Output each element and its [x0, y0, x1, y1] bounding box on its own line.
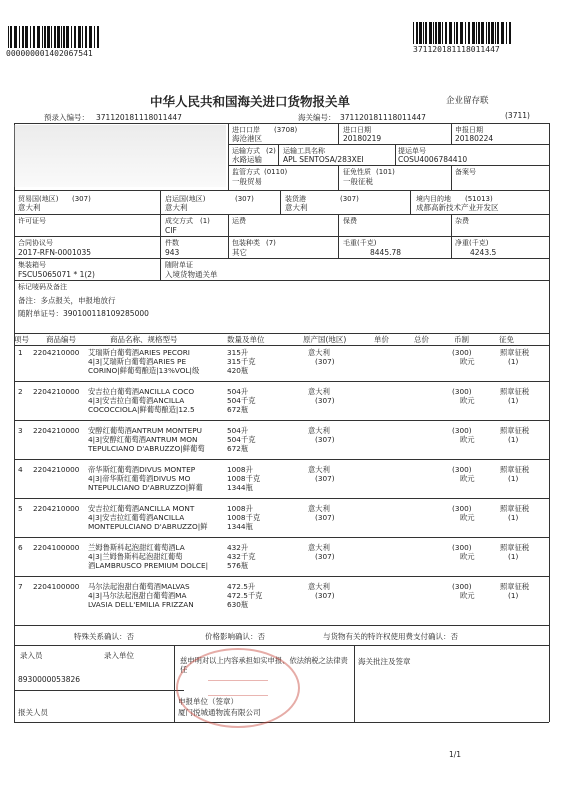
- customs-label: 海关编号：: [298, 113, 336, 122]
- items-col-no: 项号: [14, 335, 29, 344]
- item-name-line: 4|3|艾瑞斯白葡萄酒ARIES PE: [88, 357, 187, 366]
- barcode-bar: [495, 22, 496, 44]
- barcode-bar: [509, 22, 511, 44]
- package-label: 包装种类: [232, 239, 260, 247]
- barcode-bar: [94, 26, 95, 48]
- freight-label: 运费: [232, 217, 246, 225]
- barcode-bar: [442, 22, 443, 44]
- supervision: 一般贸易: [232, 177, 262, 186]
- grid-line: [14, 381, 549, 382]
- declare-unit: 厦门悦城通物流有限公司: [178, 708, 261, 717]
- insurance-label: 保费: [343, 217, 357, 225]
- grid-line: [451, 214, 452, 258]
- barcode-bar: [468, 22, 470, 44]
- items-col-price: 单价: [374, 335, 389, 344]
- declare-date-label: 申报日期: [455, 126, 483, 134]
- grid-line: [549, 123, 550, 722]
- item-qty-line: 1008千克: [227, 513, 261, 522]
- barcode-bar: [445, 22, 447, 44]
- net: 4243.5: [470, 248, 497, 257]
- item-currency: 欧元: [460, 552, 475, 561]
- grid-line: [14, 625, 549, 626]
- item-name-line: 4|3|兰姆鲁斯科起泡甜红葡萄: [88, 552, 183, 561]
- item-qty-line: 1008升: [227, 465, 253, 474]
- package-code: (7): [266, 239, 276, 247]
- barcode-bar: [481, 22, 484, 44]
- item-country: 意大利: [308, 465, 330, 474]
- item-code: 2204210000: [33, 504, 80, 513]
- barcode-bar: [438, 22, 441, 44]
- item-currency: 欧元: [460, 396, 475, 405]
- grid-line: [14, 280, 549, 281]
- docs-label: 随附单证: [165, 261, 193, 269]
- item-code: 2204210000: [33, 465, 80, 474]
- item-code: 2204210000: [33, 348, 80, 357]
- item-qty-line: 1008千克: [227, 474, 261, 483]
- dest-label: 境内目的地: [416, 195, 451, 203]
- barcode-bar: [74, 26, 76, 48]
- item-qty-line: 420瓶: [227, 366, 249, 375]
- item-qty-line: 1008升: [227, 504, 253, 513]
- item-country-code: (307): [315, 591, 335, 600]
- royalty: 与货物有关的特许权使用费支付确认：否: [323, 632, 458, 641]
- item-code: 2204100000: [33, 582, 80, 591]
- barcode-bar: [478, 22, 480, 44]
- item-name-line: 4|3|安吉拉红葡萄酒ANCILLA: [88, 513, 185, 522]
- grid-line: [14, 498, 549, 499]
- origin-country: 意大利: [165, 203, 188, 212]
- item-code: 2204210000: [33, 426, 80, 435]
- item-country-code: (307): [315, 357, 335, 366]
- page-number: 1/1: [449, 750, 462, 759]
- grid-line: [14, 722, 549, 723]
- barcode-bar: [460, 22, 463, 44]
- declaration-text: 兹申明对以上内容承担如实申报、依法纳税之法律责任: [180, 656, 348, 674]
- item-country: 意大利: [308, 387, 330, 396]
- item-name-line: 4|3|帝华斯红葡萄酒DIVUS MO: [88, 474, 191, 483]
- deal-mode: CIF: [165, 226, 177, 235]
- item-name-line: 兰姆鲁斯科起泡甜红葡萄酒LA: [88, 543, 185, 552]
- contract: 2017-RFN-0001035: [18, 248, 92, 257]
- item-code: 2204100000: [33, 543, 80, 552]
- item-no: 3: [18, 426, 23, 435]
- items-col-name: 商品名称、规格型号: [110, 335, 178, 344]
- entry-code: 8930000053826: [18, 675, 81, 684]
- special-relation: 特殊关系确认：否: [74, 632, 134, 641]
- item-name-line: 4|3|安醇红葡萄酒ANTRUM MON: [88, 435, 198, 444]
- item-name-line: MONTEPULCIANO D'ABRUZZO|鲜: [88, 522, 208, 531]
- entry-person-label: 录入员: [20, 651, 43, 660]
- item-currency-code: (300): [452, 426, 472, 435]
- item-code: 2204210000: [33, 387, 80, 396]
- barcode-bar: [488, 22, 490, 44]
- grid-line: [410, 190, 411, 214]
- supervision-label: 监管方式: [232, 168, 260, 176]
- copy-type: 企业留存联: [446, 96, 489, 106]
- item-name-line: LVASIA DELL'EMILIA FRIZZAN: [88, 600, 194, 609]
- declare-date: 20180224: [455, 134, 494, 143]
- barcode-bar: [413, 22, 414, 44]
- gross: 8445.78: [370, 248, 402, 257]
- item-qty-line: 504升: [227, 387, 249, 396]
- dest-code: (51013): [465, 195, 493, 203]
- grid-line: [14, 236, 549, 237]
- grid-line: [14, 258, 549, 259]
- barcode-bar: [33, 26, 35, 48]
- items-col-country: 原产国(地区): [303, 335, 347, 344]
- item-levy: 照章征税: [500, 465, 530, 474]
- item-levy: 照章征税: [500, 504, 530, 513]
- grid-line: [228, 144, 549, 145]
- item-no: 5: [18, 504, 23, 513]
- barcode-bar: [476, 22, 477, 44]
- item-currency-code: (300): [452, 387, 472, 396]
- grid-line: [14, 333, 549, 334]
- company-seal-stamp: [176, 648, 300, 728]
- item-levy: 照章征税: [500, 543, 530, 552]
- item-qty-line: 672瓶: [227, 405, 249, 414]
- item-country-code: (307): [315, 552, 335, 561]
- redacted-block: [14, 125, 226, 187]
- item-name-line: 4|3|马尔法起泡甜白葡萄酒MA: [88, 591, 187, 600]
- item-name-line: 安吉拉白葡萄酒ANCILLA COCO: [88, 387, 195, 396]
- contract-label: 合同协议号: [18, 239, 53, 247]
- grid-line: [338, 165, 339, 190]
- port-label: 装货港: [285, 195, 306, 203]
- item-levy-code: (1): [508, 357, 519, 366]
- bill-no: COSU4006784410: [398, 155, 468, 164]
- prerecord-label: 预录入编号：: [44, 113, 89, 122]
- item-name-line: 艾瑞斯白葡萄酒ARIES PECORI: [88, 348, 190, 357]
- item-country-code: (307): [315, 513, 335, 522]
- item-currency-code: (300): [452, 465, 472, 474]
- item-qty-line: 630瓶: [227, 600, 249, 609]
- grid-line: [14, 645, 549, 646]
- barcode-bar: [435, 22, 437, 44]
- barcode-bar: [37, 26, 40, 48]
- item-currency: 欧元: [460, 591, 475, 600]
- item-no: 6: [18, 543, 23, 552]
- customs-note-label: 海关批注及签章: [358, 657, 411, 666]
- barcode-bar: [57, 26, 60, 48]
- item-currency-code: (300): [452, 348, 472, 357]
- item-name-line: 4|3|安吉拉白葡萄酒ANCILLA: [88, 396, 185, 405]
- bill-no-label: 提运单号: [398, 147, 426, 155]
- item-name-line: 帝华斯红葡萄酒DIVUS MONTEP: [88, 465, 196, 474]
- barcode-bar: [82, 26, 83, 48]
- barcode-bar: [425, 22, 427, 44]
- barcode-bar: [423, 22, 424, 44]
- item-country: 意大利: [308, 543, 330, 552]
- grid-line: [14, 576, 549, 577]
- items-col-total: 总价: [414, 335, 429, 344]
- trade-country: 意大利: [18, 203, 41, 212]
- barcode-bar: [449, 22, 452, 44]
- barcode-bar: [501, 22, 504, 44]
- levy-label: 征免性质: [343, 168, 371, 176]
- container: FSCU5065071 * 1(2): [18, 270, 95, 279]
- item-qty-line: 315升: [227, 348, 249, 357]
- transport-mode: 水路运输: [232, 155, 262, 164]
- barcode-bar: [61, 26, 62, 48]
- customs-code: (3711): [505, 111, 530, 120]
- item-levy-code: (1): [508, 552, 519, 561]
- item-levy: 照章征税: [500, 426, 530, 435]
- item-country-code: (307): [315, 474, 335, 483]
- item-name-line: COCOCCIOLA|鲜葡萄酿造|12.5: [88, 405, 195, 414]
- misc-label: 杂费: [455, 217, 469, 225]
- barcode-bar: [14, 26, 17, 48]
- price-impact: 价格影响确认：否: [205, 632, 265, 641]
- transport-mode-label: 运输方式: [232, 147, 260, 155]
- item-levy: 照章征税: [500, 387, 530, 396]
- grid-line: [160, 190, 161, 280]
- barcode-right: [413, 22, 513, 44]
- levy-code: (101): [376, 168, 395, 176]
- trade-country-label: 贸易国(地区): [18, 195, 59, 203]
- item-levy: 照章征税: [500, 348, 530, 357]
- grid-line: [395, 144, 396, 165]
- item-currency-code: (300): [452, 504, 472, 513]
- barcode-bar: [42, 26, 43, 48]
- barcode-bar: [416, 22, 418, 44]
- items-col-levy: 征免: [499, 335, 514, 344]
- grid-line: [338, 123, 339, 144]
- item-currency: 欧元: [460, 357, 475, 366]
- item-qty-line: 315千克: [227, 357, 256, 366]
- grid-line: [228, 165, 549, 166]
- package: 其它: [232, 248, 247, 257]
- item-name-line: TEPULCIANO D'ABRUZZO|鲜葡萄: [88, 444, 205, 453]
- item-qty-line: 504千克: [227, 435, 256, 444]
- item-no: 4: [18, 465, 23, 474]
- entry-port-label: 进口口岸: [232, 126, 260, 134]
- grid-line: [338, 214, 339, 258]
- container-label: 集装箱号: [18, 261, 46, 269]
- item-currency: 欧元: [460, 435, 475, 444]
- barcode-bar: [47, 26, 50, 48]
- item-name-line: 安吉拉红葡萄酒ANCILLA MONT: [88, 504, 195, 513]
- barcode-bar: [51, 26, 52, 48]
- supervision-code: (0110): [264, 168, 288, 176]
- item-qty-line: 472.5升: [227, 582, 256, 591]
- item-currency-code: (300): [452, 543, 472, 552]
- page-title: 中华人民共和国海关进口货物报关单: [150, 94, 351, 109]
- grid-line: [228, 123, 229, 190]
- import-date-label: 进口日期: [343, 126, 371, 134]
- item-no: 2: [18, 387, 23, 396]
- barcode-left: [8, 26, 100, 48]
- barcode-bar: [491, 22, 494, 44]
- item-no: 7: [18, 582, 23, 591]
- items-col-currency: 币制: [454, 335, 469, 344]
- barcode-bar: [433, 22, 434, 44]
- barcode-bar: [85, 26, 87, 48]
- barcode-bar: [63, 26, 65, 48]
- barcode-bar: [497, 22, 499, 44]
- levy: 一般征税: [343, 177, 373, 186]
- barcode-left-number: 000000001402067541: [6, 49, 93, 58]
- barcode-bar: [472, 22, 475, 44]
- barcode-bar: [25, 26, 28, 48]
- barcode-bar: [19, 26, 20, 48]
- transport-tool: APL SENTOSA/283XEI: [283, 155, 364, 164]
- grid-line: [451, 123, 452, 144]
- barcode-bar: [419, 22, 422, 44]
- license-label: 许可证号: [18, 217, 46, 225]
- item-country-code: (307): [315, 396, 335, 405]
- grid-line: [354, 645, 355, 722]
- item-qty-line: 472.5千克: [227, 591, 263, 600]
- pieces-label: 件数: [165, 239, 179, 247]
- grid-line: [280, 190, 281, 214]
- customs-number: 371120181118011447: [340, 113, 426, 122]
- grid-line: [14, 420, 549, 421]
- item-levy-code: (1): [508, 513, 519, 522]
- item-qty-line: 1344瓶: [227, 522, 253, 531]
- origin-country-label: 启运国(地区): [165, 195, 206, 203]
- barcode-bar: [66, 26, 69, 48]
- trade-country-code: (307): [72, 195, 91, 203]
- dest: 成都高新技术产业开发区: [416, 203, 499, 212]
- port: 意大利: [285, 203, 308, 212]
- item-qty-line: 672瓶: [227, 444, 249, 453]
- barcode-bar: [97, 26, 99, 48]
- grid-line: [14, 459, 549, 460]
- grid-line: [14, 190, 549, 191]
- grid-line: [14, 690, 184, 691]
- origin-country-code: (307): [235, 195, 254, 203]
- barcode-bar: [44, 26, 46, 48]
- filing-label: 备案号: [455, 168, 476, 176]
- item-country: 意大利: [308, 348, 330, 357]
- declarer-label: 报关人员: [18, 708, 48, 717]
- pieces: 943: [165, 248, 180, 257]
- grid-line: [14, 123, 549, 124]
- item-qty-line: 504升: [227, 426, 249, 435]
- entry-port-value: 海沧港区: [232, 134, 262, 143]
- item-currency-code: (300): [452, 582, 472, 591]
- item-country: 意大利: [308, 504, 330, 513]
- grid-line: [228, 214, 229, 258]
- item-name-line: NTEPULCIANO D'ABRUZZO|鲜葡: [88, 483, 203, 492]
- barcode-bar: [506, 22, 507, 44]
- item-levy: 照章征税: [500, 582, 530, 591]
- barcode-bar: [456, 22, 458, 44]
- barcode-bar: [429, 22, 432, 44]
- item-name-line: 马尔法起泡甜白葡萄酒MALVAS: [88, 582, 190, 591]
- barcode-right-number: 371120181118011447: [413, 45, 500, 54]
- item-country: 意大利: [308, 426, 330, 435]
- docs-number: 随附单证号：390100118109285000: [18, 309, 149, 318]
- barcode-bar: [78, 26, 81, 48]
- item-country: 意大利: [308, 582, 330, 591]
- transport-tool-label: 运输工具名称: [283, 147, 325, 155]
- item-qty-line: 432升: [227, 543, 249, 552]
- deal-mode-label: 成交方式: [165, 217, 193, 225]
- item-qty-line: 432千克: [227, 552, 256, 561]
- marks-label: 标记唛码及备注: [18, 283, 67, 291]
- item-qty-line: 504千克: [227, 396, 256, 405]
- grid-line: [14, 123, 15, 722]
- port-code: (307): [340, 195, 359, 203]
- grid-line: [278, 144, 279, 165]
- deal-mode-code: (1): [200, 217, 210, 225]
- item-levy-code: (1): [508, 435, 519, 444]
- item-qty-line: 576瓶: [227, 561, 249, 570]
- entry-unit-label: 录入单位: [104, 651, 134, 660]
- grid-line: [14, 345, 549, 346]
- transport-mode-code: (2): [266, 147, 276, 155]
- entry-port-code: (3708): [274, 126, 298, 134]
- barcode-bar: [22, 26, 24, 48]
- remark: 备注：多点报关，申报地放行: [18, 296, 116, 305]
- declare-unit-label: 申报单位（签章）: [178, 697, 238, 706]
- grid-line: [174, 645, 175, 722]
- grid-line: [14, 537, 549, 538]
- item-country-code: (307): [315, 435, 335, 444]
- item-currency: 欧元: [460, 474, 475, 483]
- item-no: 1: [18, 348, 23, 357]
- prerecord-number: 371120181118011447: [96, 113, 182, 122]
- item-name-line: CORINO|鲜葡萄酿造|13%VOL|级: [88, 366, 200, 375]
- barcode-bar: [89, 26, 92, 48]
- import-date: 20180219: [343, 134, 382, 143]
- gross-label: 毛重(千克): [343, 239, 377, 247]
- item-levy-code: (1): [508, 591, 519, 600]
- barcode-bar: [54, 26, 56, 48]
- net-label: 净重(千克): [455, 239, 489, 247]
- item-name-line: 酒LAMBRUSCO PREMIUM DOLCE|: [88, 561, 209, 570]
- grid-line: [451, 165, 452, 190]
- docs: 入境货物通关单: [165, 270, 218, 279]
- items-col-qty: 数量及单位: [227, 335, 265, 344]
- barcode-bar: [8, 26, 9, 48]
- items-col-code: 商品编号: [46, 335, 76, 344]
- barcode-bar: [10, 26, 12, 48]
- barcode-bar: [454, 22, 455, 44]
- grid-line: [14, 214, 549, 215]
- item-levy-code: (1): [508, 396, 519, 405]
- barcode-bar: [30, 26, 31, 48]
- item-qty-line: 1344瓶: [227, 483, 253, 492]
- barcode-bar: [71, 26, 72, 48]
- item-currency: 欧元: [460, 513, 475, 522]
- barcode-bar: [465, 22, 466, 44]
- item-name-line: 安醇红葡萄酒ANTRUM MONTEPU: [88, 426, 203, 435]
- item-levy-code: (1): [508, 474, 519, 483]
- barcode-bar: [486, 22, 487, 44]
